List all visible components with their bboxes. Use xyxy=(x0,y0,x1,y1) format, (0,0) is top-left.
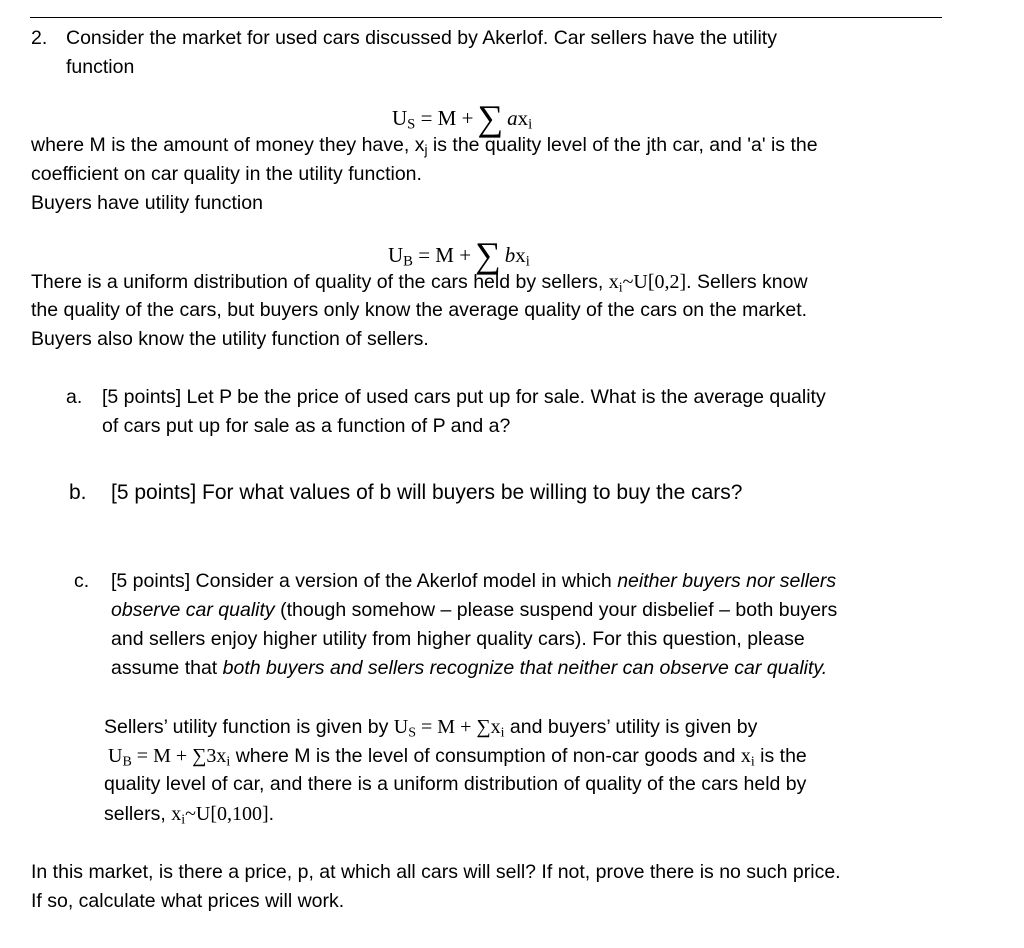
part-c-line-3: and sellers enjoy higher utility from higher quality cars). For this question, please xyxy=(111,628,805,650)
where-line-2: coefficient on car quality in the utility function. xyxy=(31,163,422,185)
part-c-line-4: assume that both buyers and sellers recognize that neither can observe car quality. xyxy=(111,657,828,679)
distribution-line-1: There is a uniform distribution of quality of the cars held by sellers, $x_i\sim U[0,2]$. Sellers know xyxy=(31,271,808,296)
intro-line-1: Consider the market for used cars discussed by Akerlof. Car sellers have the utility xyxy=(66,27,777,49)
part-a-label: a. xyxy=(66,386,83,408)
question-number: 2. xyxy=(31,27,48,49)
final-line-1: In this market, is there a price, p, at which all cars will sell? If not, prove there is no such price. xyxy=(31,861,841,883)
top-rule xyxy=(30,17,942,18)
part-c2-line-3: quality level of car, and there is a uniform distribution of quality of the cars held by xyxy=(104,773,807,795)
where-line-1: where M is the amount of money they have, $x_j$ is the quality level of the jth car, and 'a' is the xyxy=(31,134,818,158)
part-c2-line-2: $U_B = M + \sum 3x_i$ where M is the level of consumption of non-car goods and $x_i$ is the xyxy=(108,745,807,770)
part-c2-line-1: Sellers’ utility function is given by $U_S = M + \sum x_i$ and buyers’ utility is given by xyxy=(104,716,758,741)
intro-line-2: function xyxy=(66,56,135,78)
part-a-line-2: of cars put up for sale as a function of P and a? xyxy=(102,415,511,437)
final-line-2: If so, calculate what prices will work. xyxy=(31,890,345,912)
part-c-line-2: observe car quality (though somehow – please suspend your disbelief – both buyers xyxy=(111,599,838,621)
part-b-text: [5 points] For what values of b will buyers be willing to buy the cars? xyxy=(111,481,743,504)
distribution-line-3: Buyers also know the utility function of sellers. xyxy=(31,328,429,350)
part-c2-line-4: sellers, $x_i\sim U[0,100]$. xyxy=(104,803,275,828)
part-c-line-1: [5 points] Consider a version of the Akerlof model in which neither buyers nor sellers xyxy=(111,570,837,592)
part-c-label: c. xyxy=(74,570,90,592)
part-a-line-1: [5 points] Let P be the price of used cars put up for sale. What is the average quality xyxy=(102,386,826,408)
buyers-intro: Buyers have utility function xyxy=(31,192,263,214)
seller-utility-equation: $U_S = M$ + ∑ $ax_i$ xyxy=(392,98,533,138)
part-b-label: b. xyxy=(69,481,87,504)
buyer-utility-equation: $U_B = M$ + ∑ $bx_i$ xyxy=(388,235,530,275)
distribution-line-2: the quality of the cars, but buyers only know the average quality of the cars on the market. xyxy=(31,299,808,321)
